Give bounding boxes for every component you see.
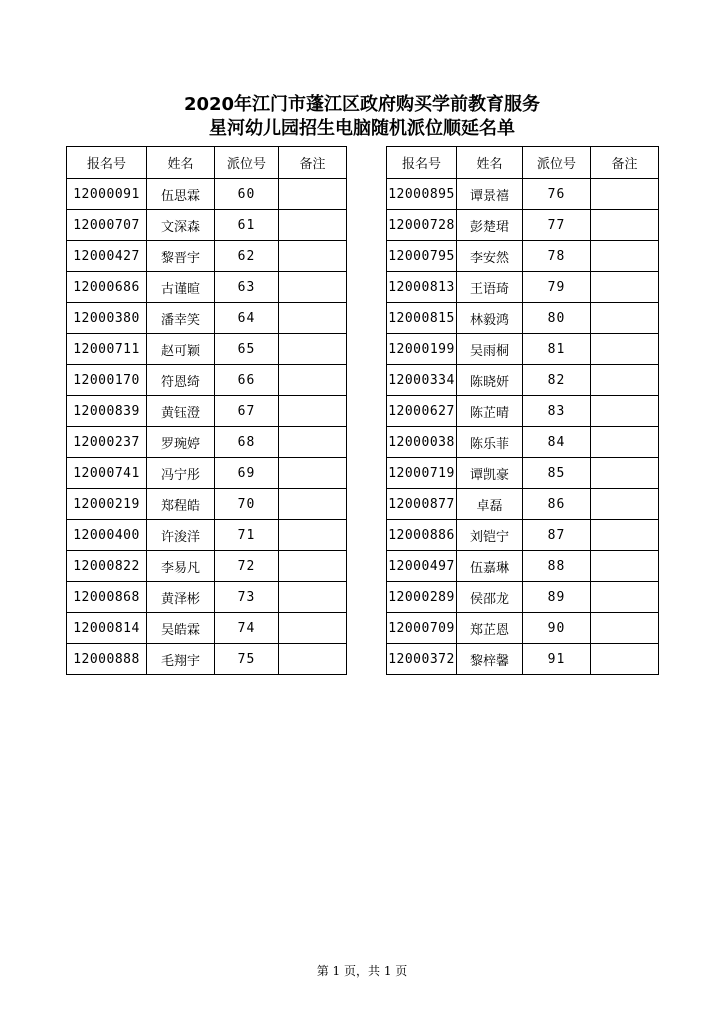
registration-number-cell: 12000719 <box>387 458 457 489</box>
remarks-cell <box>591 272 659 303</box>
table-header-row <box>387 147 659 179</box>
name-cell: 卓磊 <box>457 489 523 520</box>
allocation-number-cell: 87 <box>523 520 591 551</box>
name-cell: 文深森 <box>147 210 215 241</box>
header-remarks: 备注 <box>591 147 659 179</box>
remarks-cell <box>591 613 659 644</box>
table-row <box>67 582 347 613</box>
remarks-cell <box>591 582 659 613</box>
table-row <box>387 427 659 458</box>
table-row <box>67 644 347 675</box>
name-cell: 吴皓霖 <box>147 613 215 644</box>
name-cell: 潘幸笑 <box>147 303 215 334</box>
registration-number-cell: 12000170 <box>67 365 147 396</box>
table-row <box>67 427 347 458</box>
allocation-number-cell: 80 <box>523 303 591 334</box>
registration-number-cell: 12000427 <box>67 241 147 272</box>
name-cell: 刘铠宁 <box>457 520 523 551</box>
remarks-cell <box>591 427 659 458</box>
registration-number-cell: 12000237 <box>67 427 147 458</box>
allocation-number-cell: 67 <box>215 396 279 427</box>
header-name: 姓名 <box>147 147 215 179</box>
registration-number-cell: 12000813 <box>387 272 457 303</box>
registration-number-cell: 12000380 <box>67 303 147 334</box>
remarks-cell <box>591 551 659 582</box>
table-row <box>67 489 347 520</box>
remarks-cell <box>591 334 659 365</box>
registration-number-cell: 12000289 <box>387 582 457 613</box>
name-cell: 王语琦 <box>457 272 523 303</box>
registration-number-cell: 12000795 <box>387 241 457 272</box>
name-cell: 古谨暄 <box>147 272 215 303</box>
registration-number-cell: 12000627 <box>387 396 457 427</box>
table-row <box>387 241 659 272</box>
table-row <box>67 458 347 489</box>
table-row <box>67 396 347 427</box>
remarks-cell <box>591 365 659 396</box>
allocation-number-cell: 82 <box>523 365 591 396</box>
registration-number-cell: 12000877 <box>387 489 457 520</box>
allocation-number-cell: 68 <box>215 427 279 458</box>
header-allocation-number: 派位号 <box>523 147 591 179</box>
header-allocation-number: 派位号 <box>215 147 279 179</box>
name-cell: 毛翔宇 <box>147 644 215 675</box>
allocation-number-cell: 69 <box>215 458 279 489</box>
name-cell: 黄钰澄 <box>147 396 215 427</box>
name-cell: 赵可颖 <box>147 334 215 365</box>
allocation-number-cell: 63 <box>215 272 279 303</box>
name-cell: 陈晓妍 <box>457 365 523 396</box>
remarks-cell <box>591 489 659 520</box>
remarks-cell <box>591 644 659 675</box>
registration-number-cell: 12000709 <box>387 613 457 644</box>
allocation-number-cell: 86 <box>523 489 591 520</box>
allocation-number-cell: 62 <box>215 241 279 272</box>
registration-number-cell: 12000400 <box>67 520 147 551</box>
table-row <box>387 396 659 427</box>
allocation-number-cell: 79 <box>523 272 591 303</box>
registration-number-cell: 12000886 <box>387 520 457 551</box>
name-cell: 伍嘉琳 <box>457 551 523 582</box>
name-cell: 陈芷晴 <box>457 396 523 427</box>
roster-table-left <box>66 146 347 675</box>
remarks-cell <box>279 179 347 210</box>
remarks-cell <box>279 551 347 582</box>
registration-number-cell: 12000815 <box>387 303 457 334</box>
remarks-cell <box>591 241 659 272</box>
name-cell: 谭凯豪 <box>457 458 523 489</box>
registration-number-cell: 12000038 <box>387 427 457 458</box>
page-footer: 第 1 页，共 1 页 <box>316 964 408 978</box>
table-row <box>67 520 347 551</box>
registration-number-cell: 12000334 <box>387 365 457 396</box>
allocation-number-cell: 81 <box>523 334 591 365</box>
allocation-number-cell: 89 <box>523 582 591 613</box>
table-row <box>67 210 347 241</box>
remarks-cell <box>591 179 659 210</box>
registration-number-cell: 12000895 <box>387 179 457 210</box>
allocation-number-cell: 66 <box>215 365 279 396</box>
remarks-cell <box>279 427 347 458</box>
table-row <box>67 272 347 303</box>
table-row <box>67 365 347 396</box>
name-cell: 谭景禧 <box>457 179 523 210</box>
table-row <box>67 179 347 210</box>
name-cell: 符恩绮 <box>147 365 215 396</box>
remarks-cell <box>591 210 659 241</box>
name-cell: 林毅鸿 <box>457 303 523 334</box>
remarks-cell <box>279 644 347 675</box>
name-cell: 郑芷恩 <box>457 613 523 644</box>
remarks-cell <box>591 520 659 551</box>
header-registration-number: 报名号 <box>67 147 147 179</box>
name-cell: 李安然 <box>457 241 523 272</box>
allocation-number-cell: 85 <box>523 458 591 489</box>
remarks-cell <box>591 303 659 334</box>
allocation-number-cell: 77 <box>523 210 591 241</box>
document-title-line-2: 星河幼儿园招生电脑随机派位顺延名单 <box>209 118 515 139</box>
registration-number-cell: 12000741 <box>67 458 147 489</box>
allocation-number-cell: 72 <box>215 551 279 582</box>
registration-number-cell: 12000711 <box>67 334 147 365</box>
allocation-number-cell: 90 <box>523 613 591 644</box>
registration-number-cell: 12000219 <box>67 489 147 520</box>
registration-number-cell: 12000497 <box>387 551 457 582</box>
remarks-cell <box>279 303 347 334</box>
registration-number-cell: 12000814 <box>67 613 147 644</box>
document-title-line-1: 2020年江门市蓬江区政府购买学前教育服务 <box>183 94 541 115</box>
table-row <box>67 551 347 582</box>
table-row <box>387 179 659 210</box>
registration-number-cell: 12000822 <box>67 551 147 582</box>
allocation-number-cell: 88 <box>523 551 591 582</box>
name-cell: 伍思霖 <box>147 179 215 210</box>
allocation-number-cell: 75 <box>215 644 279 675</box>
allocation-number-cell: 70 <box>215 489 279 520</box>
table-row <box>387 272 659 303</box>
allocation-number-cell: 65 <box>215 334 279 365</box>
remarks-cell <box>279 489 347 520</box>
remarks-cell <box>279 334 347 365</box>
allocation-number-cell: 64 <box>215 303 279 334</box>
remarks-cell <box>279 582 347 613</box>
registration-number-cell: 12000686 <box>67 272 147 303</box>
registration-number-cell: 12000707 <box>67 210 147 241</box>
table-header-row <box>67 147 347 179</box>
allocation-number-cell: 60 <box>215 179 279 210</box>
name-cell: 彭楚珺 <box>457 210 523 241</box>
registration-number-cell: 12000091 <box>67 179 147 210</box>
name-cell: 黄泽彬 <box>147 582 215 613</box>
name-cell: 许浚洋 <box>147 520 215 551</box>
remarks-cell <box>591 396 659 427</box>
name-cell: 冯宁彤 <box>147 458 215 489</box>
allocation-number-cell: 84 <box>523 427 591 458</box>
allocation-number-cell: 83 <box>523 396 591 427</box>
allocation-number-cell: 74 <box>215 613 279 644</box>
allocation-number-cell: 61 <box>215 210 279 241</box>
roster-table-right-body <box>387 179 659 675</box>
table-row <box>387 520 659 551</box>
table-row <box>67 613 347 644</box>
remarks-cell <box>591 458 659 489</box>
allocation-number-cell: 71 <box>215 520 279 551</box>
allocation-number-cell: 78 <box>523 241 591 272</box>
name-cell: 李易凡 <box>147 551 215 582</box>
roster-table-left-body <box>67 179 347 675</box>
name-cell: 郑程皓 <box>147 489 215 520</box>
name-cell: 吴雨桐 <box>457 334 523 365</box>
remarks-cell <box>279 458 347 489</box>
remarks-cell <box>279 365 347 396</box>
registration-number-cell: 12000372 <box>387 644 457 675</box>
remarks-cell <box>279 241 347 272</box>
remarks-cell <box>279 613 347 644</box>
registration-number-cell: 12000728 <box>387 210 457 241</box>
name-cell: 罗琬婷 <box>147 427 215 458</box>
table-row <box>387 582 659 613</box>
table-row <box>67 334 347 365</box>
table-row <box>387 489 659 520</box>
name-cell: 陈乐菲 <box>457 427 523 458</box>
roster-table-right <box>386 146 659 675</box>
table-row <box>387 458 659 489</box>
table-row <box>67 303 347 334</box>
table-row <box>387 303 659 334</box>
name-cell: 黎晋宇 <box>147 241 215 272</box>
registration-number-cell: 12000868 <box>67 582 147 613</box>
table-row <box>387 551 659 582</box>
table-row <box>387 613 659 644</box>
remarks-cell <box>279 396 347 427</box>
remarks-cell <box>279 272 347 303</box>
allocation-number-cell: 73 <box>215 582 279 613</box>
table-row <box>387 365 659 396</box>
table-row <box>387 644 659 675</box>
allocation-number-cell: 76 <box>523 179 591 210</box>
table-row <box>387 210 659 241</box>
table-row <box>67 241 347 272</box>
registration-number-cell: 12000888 <box>67 644 147 675</box>
header-registration-number: 报名号 <box>387 147 457 179</box>
registration-number-cell: 12000839 <box>67 396 147 427</box>
header-remarks: 备注 <box>279 147 347 179</box>
name-cell: 黎梓馨 <box>457 644 523 675</box>
name-cell: 侯邵龙 <box>457 582 523 613</box>
allocation-number-cell: 91 <box>523 644 591 675</box>
remarks-cell <box>279 210 347 241</box>
remarks-cell <box>279 520 347 551</box>
registration-number-cell: 12000199 <box>387 334 457 365</box>
header-name: 姓名 <box>457 147 523 179</box>
table-row <box>387 334 659 365</box>
